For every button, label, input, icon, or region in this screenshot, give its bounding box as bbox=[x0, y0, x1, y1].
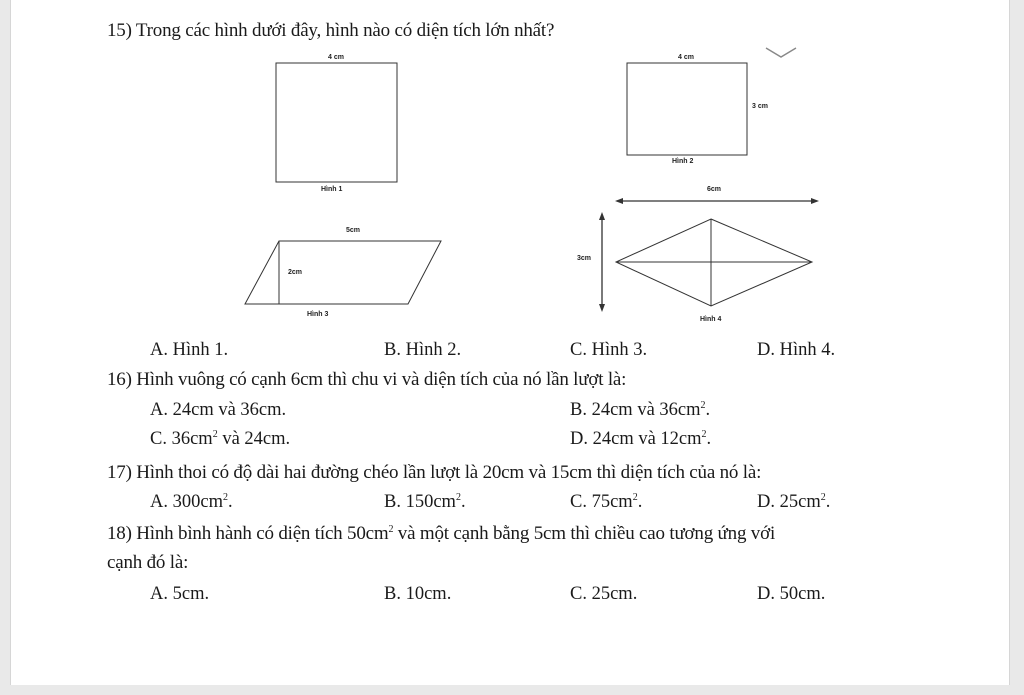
q17-option-d: D. $25cm^2$. bbox=[757, 492, 831, 512]
q15-option-b: B. Hình 2. bbox=[384, 340, 462, 360]
q15-option-a: A. Hình 1. bbox=[150, 340, 229, 360]
fig2-caption: Hình 2 bbox=[672, 158, 694, 165]
fig1-square bbox=[276, 63, 397, 182]
q18-option-a: A. 5cm. bbox=[150, 584, 210, 604]
fig4-caption: Hình 4 bbox=[700, 316, 722, 323]
fig2-height-label: 3 cm bbox=[752, 103, 768, 110]
document-page bbox=[10, 0, 1010, 685]
q18-option-b: B. 10cm. bbox=[384, 584, 452, 604]
fig4-arrowhead-right bbox=[811, 198, 819, 204]
q15-option-d: D. Hình 4. bbox=[757, 340, 836, 360]
question-17: 17) Hình thoi có độ dài hai đường chéo lần lượt là 20cm và 15cm thì diện tích của nó là: bbox=[107, 462, 762, 483]
question-15: 15) Trong các hình dưới đây, hình nào có diện tích lớn nhất? bbox=[107, 20, 555, 41]
fig4-arrowhead-left bbox=[615, 198, 623, 204]
q16-option-a: A. 24cm và 36cm. bbox=[150, 400, 287, 420]
q16-option-b: B. 24cm và $36cm^2$. bbox=[570, 400, 711, 420]
q17-option-c: C. $75cm^2$. bbox=[570, 492, 643, 512]
fig3-caption: Hình 3 bbox=[307, 311, 329, 318]
fig1-side-label: 4 cm bbox=[328, 54, 344, 61]
q18-option-c: C. 25cm. bbox=[570, 584, 638, 604]
fig4-arrowhead-bottom bbox=[599, 304, 605, 312]
fig4-arrowhead-top bbox=[599, 212, 605, 220]
q15-option-c: C. Hình 3. bbox=[570, 340, 648, 360]
fig1-caption: Hình 1 bbox=[321, 186, 343, 193]
fig3-parallelogram bbox=[245, 241, 441, 304]
fig2-rectangle bbox=[627, 63, 747, 155]
question-16: 16) Hình vuông có cạnh 6cm thì chu vi và diện tích của nó lần lượt là: bbox=[107, 369, 627, 390]
chevron-down-icon bbox=[763, 44, 803, 64]
fig4-diag2-label: 3cm bbox=[577, 255, 592, 262]
q16-option-c: C. $36cm^2$ và 24cm. bbox=[150, 429, 291, 449]
q16-option-d: D. 24cm và $12cm^2$. bbox=[570, 429, 712, 449]
q17-option-b: B. $150cm^2$. bbox=[384, 492, 466, 512]
fig4-diag1-label: 6cm bbox=[707, 186, 722, 193]
fig3-base-label: 5cm bbox=[346, 227, 361, 234]
question-18-line1: 18) Hình bình hành có diện tích $50cm^2$ và một cạnh bằng 5cm thì chiều cao tương ứng với bbox=[107, 523, 776, 544]
fig2-width-label: 4 cm bbox=[678, 54, 694, 61]
q18-option-d: D. 50cm. bbox=[757, 584, 826, 604]
q17-option-a: A. $300cm^2$. bbox=[150, 492, 233, 512]
fig3-height-label: 2cm bbox=[288, 269, 303, 276]
question-18-line2: cạnh đó là: bbox=[107, 552, 189, 573]
